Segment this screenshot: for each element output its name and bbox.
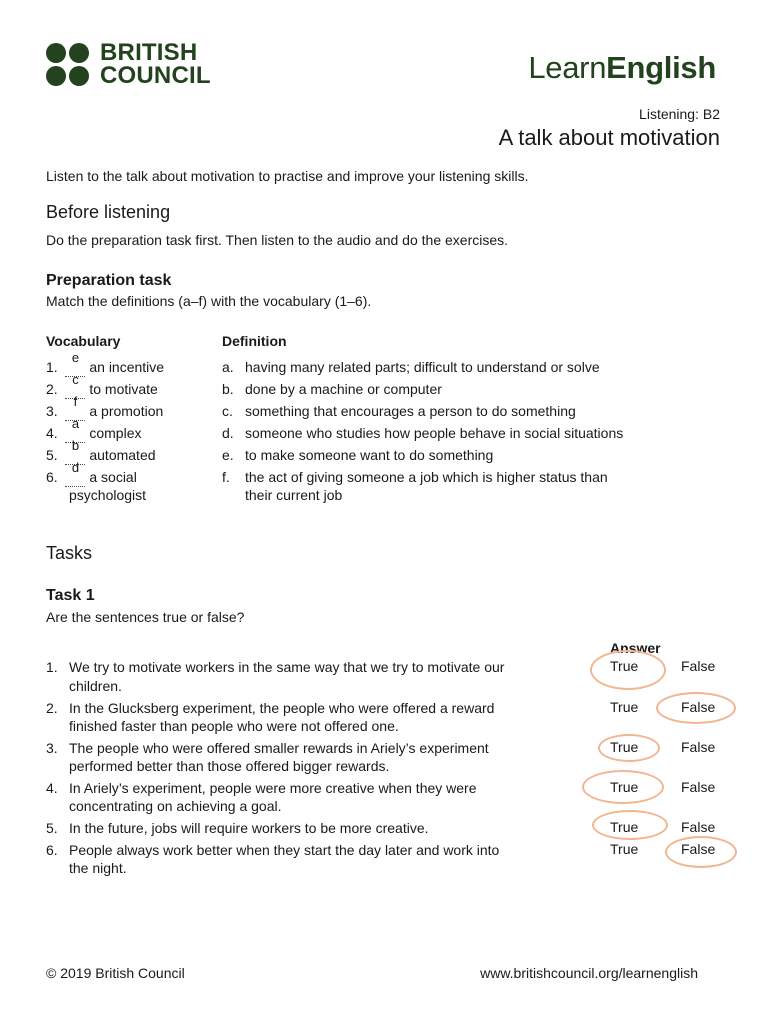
vocab-word: automated	[89, 447, 156, 463]
footer-copyright: © 2019 British Council	[46, 965, 185, 981]
true-option[interactable]: True	[610, 739, 639, 755]
definition-letter: b.	[222, 381, 234, 397]
logo-circles-icon	[46, 43, 90, 87]
true-option[interactable]: True	[610, 658, 639, 674]
vocab-word: complex	[89, 425, 142, 441]
answer-letter: c	[72, 372, 79, 387]
question-text-continued: the night.	[69, 860, 127, 876]
question-num: 1.	[46, 659, 58, 675]
question-text-continued: children.	[69, 678, 122, 694]
vocab-num: 5.	[46, 447, 58, 463]
definition-text-continued: their current job	[245, 487, 343, 503]
true-option[interactable]: True	[610, 779, 639, 795]
false-option[interactable]: False	[681, 841, 716, 857]
true-option[interactable]: True	[610, 699, 639, 715]
question-text: In the future, jobs will require workers to be more creative.	[69, 820, 429, 836]
task-1-instruction: Are the sentences true or false?	[46, 609, 245, 625]
vocab-item	[46, 350, 165, 377]
question-text-continued: finished faster than people who were not offered one.	[69, 718, 399, 734]
question-text: People always work better when they start the day later and work into	[69, 842, 500, 858]
vocab-num: 4.	[46, 425, 58, 441]
tasks-heading: Tasks	[46, 543, 93, 563]
vocab-item	[46, 394, 164, 421]
answer-letter: b	[71, 438, 80, 453]
answer-letter: f	[73, 394, 78, 409]
answer-circle-true	[582, 770, 664, 804]
page-title: A talk about motivation	[498, 125, 720, 150]
preparation-task-heading: Preparation task	[46, 272, 172, 289]
logo-line-2: COUNCIL	[100, 62, 211, 89]
answer-letter: e	[71, 350, 80, 365]
brand-bold: English	[606, 50, 716, 85]
vocab-item	[46, 372, 158, 399]
question-num: 4.	[46, 780, 58, 796]
vocab-num: 6.	[46, 469, 58, 485]
footer-url[interactable]: www.britishcouncil.org/learnenglish	[480, 965, 698, 981]
vocab-item	[46, 416, 142, 443]
definition-text: done by a machine or computer	[245, 381, 442, 397]
false-option[interactable]: False	[681, 779, 716, 795]
answer-blank[interactable]	[65, 460, 85, 487]
false-option[interactable]: False	[681, 819, 716, 835]
definition-letter: e.	[222, 447, 234, 463]
intro-text: Listen to the talk about motivation to practise and improve your listening skills.	[46, 168, 529, 184]
question-text-continued: performed better than those offered bigger rewards.	[69, 758, 390, 774]
before-listening-heading: Before listening	[46, 202, 171, 222]
true-option[interactable]: True	[610, 819, 639, 835]
false-option[interactable]: False	[681, 658, 716, 674]
definition-letter: d.	[222, 425, 234, 441]
question-num: 5.	[46, 820, 58, 836]
answer-letter: d	[71, 460, 80, 475]
question-text: In Ariely’s experiment, people were more creative when they were	[69, 780, 477, 796]
logo-line-1: BRITISH	[100, 39, 198, 66]
definition-text: something that encourages a person to do something	[245, 403, 576, 419]
definition-letter: a.	[222, 359, 234, 375]
question-text: The people who were offered smaller rewards in Ariely’s experiment	[69, 740, 489, 756]
logo-text	[100, 41, 211, 87]
question-num: 2.	[46, 700, 58, 716]
answer-circle-false	[656, 692, 736, 724]
definition-letter: f.	[222, 469, 230, 485]
level-label: Listening: B2	[639, 106, 720, 122]
task-1-heading: Task 1	[46, 587, 95, 604]
definition-letter: c.	[222, 403, 233, 419]
false-option[interactable]: False	[681, 739, 716, 755]
vocab-num: 3.	[46, 403, 58, 419]
vocab-word-continued: psychologist	[69, 487, 147, 503]
vocab-num: 1.	[46, 359, 58, 375]
definition-text: to make someone want to do something	[245, 447, 494, 463]
question-text: In the Glucksberg experiment, the people who were offered a reward	[69, 700, 495, 716]
answer-header: Answer	[610, 640, 661, 656]
vocab-num: 2.	[46, 381, 58, 397]
preparation-instruction: Match the definitions (a–f) with the vocabulary (1–6).	[46, 293, 372, 309]
brand-light: Learn	[528, 50, 607, 85]
false-option[interactable]: False	[681, 699, 716, 715]
british-council-logo	[46, 39, 216, 89]
definition-text: someone who studies how people behave in social situations	[245, 425, 624, 441]
vocab-word: to motivate	[89, 381, 158, 397]
learnenglish-brand	[528, 50, 716, 86]
answer-circle-true	[598, 734, 660, 762]
question-text: We try to motivate workers in the same way that we try to motivate our	[69, 659, 505, 675]
definition-header: Definition	[222, 333, 287, 349]
answer-circle-true	[590, 650, 666, 690]
question-num: 6.	[46, 842, 58, 858]
definition-text: the act of giving someone a job which is higher status than	[245, 469, 608, 485]
vocab-word: a social	[89, 469, 137, 485]
vocab-item	[46, 438, 156, 465]
before-listening-text: Do the preparation task first. Then listen to the audio and do the exercises.	[46, 232, 509, 248]
definition-text: having many related parts; difficult to understand or solve	[245, 359, 600, 375]
vocab-item	[46, 460, 137, 487]
question-text-continued: concentrating on achieving a goal.	[69, 798, 282, 814]
question-num: 3.	[46, 740, 58, 756]
vocabulary-header: Vocabulary	[46, 333, 121, 349]
true-option[interactable]: True	[610, 841, 639, 857]
answer-circle-true	[592, 810, 668, 840]
vocab-word: an incentive	[89, 359, 165, 375]
answer-circle-false	[665, 836, 737, 868]
answer-letter: a	[71, 416, 80, 431]
vocab-word: a promotion	[89, 403, 164, 419]
